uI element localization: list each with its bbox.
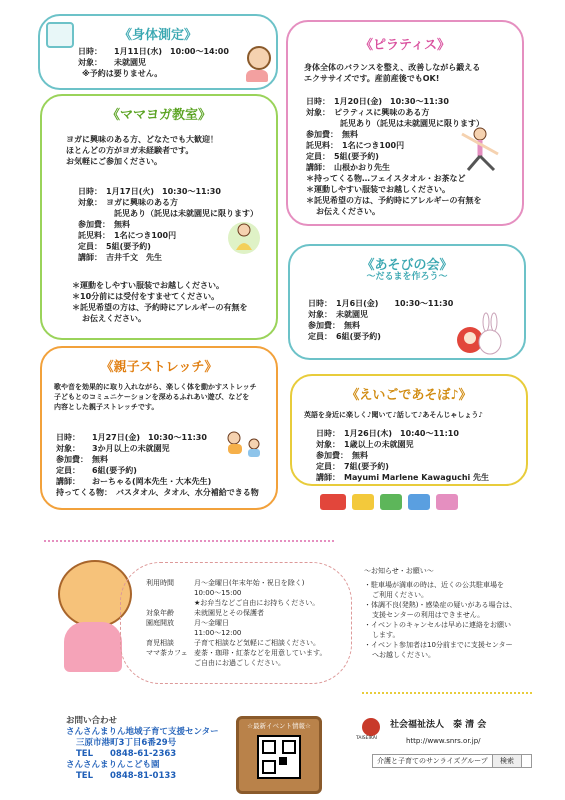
daruma-rabbit-illustration [456,312,506,356]
notice-4: ・イベント参加者は10分前までに支援センター [364,641,513,649]
mama-yoga-note-3: ＊託児希望の方は、予約時にアレルギーの有無を [72,303,248,312]
pilates-childcare-fee: 託児料： 1名につき100円 [306,141,405,150]
eigo-date: 日時： 1月26日(木) 10:40～11:10 [316,429,459,438]
corp-name: 社会福祉法人 泰 清 会 [390,720,487,730]
sokutei-date: 1月11日(水) 10:00～14:00 [114,47,229,56]
mama-yoga-note-1: ＊運動をしやすい服装でお越しください。 [72,281,224,290]
oyako-title: 《親子ストレッチ》 [100,360,218,375]
contact-tel-1: TEL 0848-61-2363 [76,749,177,759]
pilates-intro-2: エクササイズです。産前産後でもOK! [304,74,440,83]
eigo-intro: 英語を身近に楽しく♪聞いて♪話して♪あそんじゃしょう♪ [304,411,483,419]
info-consult-key: 育児相談 [146,639,174,647]
mama-yoga-target: 対象： ヨガに興味のある方 [78,198,178,207]
asobi-capacity: 定員： 6組(要予約) [308,332,381,341]
corp-logo [362,718,380,736]
eigo-title: 《えいごであそぼ♪》 [346,388,472,403]
oyako-capacity: 定員： 6組(要予約) [56,466,137,475]
oyako-intro-3: 内容とした親子ストレッチです。 [54,403,159,411]
info-age-key: 対象年齢 [146,609,174,617]
contact-org-2: さんさんまりんこども園 [66,760,160,770]
info-hours-note: ★お弁当などご自由にお持ちください。 [194,599,320,607]
mama-yoga-capacity: 定員： 5組(要予約) [78,242,151,251]
pilates-note-1: ＊運動しやすい服装でお越しください。 [306,185,450,194]
animal-garland-decoration [362,692,532,704]
eigo-teacher: 講師： Mayumi Marlene Kawaguchi 先生 [316,473,490,482]
event-info-board [236,716,322,794]
asobi-subtitle: ～だるまを作ろう～ [366,272,448,282]
info-cafe-note: ご自由にお過ごしください。 [194,659,285,667]
info-garden-time: 11:00～12:00 [194,629,242,637]
oyako-bring: 持ってくる物： バスタオル、タオル、水分補給できる物 [56,488,259,497]
pilates-fee: 参加費： 無料 [306,130,358,139]
oyako-teacher: 講師： おーちゃる(岡本先生・大本先生) [56,477,212,486]
sokutei-note: ※予約は要りません。 [82,69,163,78]
sokutei-target: 未就園児 [114,58,146,67]
eigo-box [290,374,528,486]
info-hours: 月～金曜日(年末年始・祝日を除く) [194,579,305,587]
eigo-target: 対象： 1歳以上の未就園児 [316,440,414,449]
pilates-target: 対象： ピラティスに興味のある方 [306,108,430,117]
mama-yoga-box [40,94,278,340]
contact-org: さんさんまりん地域子育て支援センター [66,727,219,737]
eigo-capacity: 定員： 7組(要予約) [316,462,389,471]
corp-logo-text: TAISEIKAI [356,736,378,741]
flower-garland-decoration [44,540,334,550]
pilates-teacher: 講師： 山根かおり先生 [306,163,390,172]
mama-yoga-childcare-fee: 託児料： 1名につき100円 [78,231,177,240]
pilates-note-3: お伝えください。 [316,207,380,216]
pilates-date: 日時： 1月20日(金) 10:30～11:30 [306,97,449,106]
notice-2: ・体調不良(発熱)・感染症の疑いがある場合は、 [364,601,517,609]
contact-address: 三原市港町3丁目6番29号 [76,738,177,748]
notice-title: ～お知らせ・お願い～ [364,567,434,575]
event-info-label: ☆最新イベント情報☆ [247,722,311,730]
oyako-fee: 参加費： 無料 [56,455,108,464]
contact-tel-2: TEL 0848-81-0133 [76,771,177,781]
asobi-date: 日時： 1月6日(金) 10:30～11:30 [308,299,454,308]
info-consult: 子育て相談など気軽にご相談ください。 [194,639,320,647]
girl-illustration [244,46,270,80]
oyako-intro-1: 歌や音を効果的に取り入れながら、楽しく体を動かすストレッチ [54,383,257,391]
mama-yoga-fee: 参加費： 無料 [78,220,130,229]
info-garden-key: 園庭開放 [146,619,174,627]
sokutei-date-key: 日時： [78,47,102,56]
pilates-intro-1: 身体全体のバランスを整え、改善しながら鍛える [304,63,481,72]
pilates-intro [304,62,480,84]
asobi-title: 《あそびの会》 [361,258,453,273]
contact-block [66,716,219,782]
info-garden: 月～金曜日 [194,619,229,627]
corp-url[interactable]: http://www.snrs.or.jp/ [406,737,481,745]
mama-yoga-date: 日時： 1月17日(火) 10:30～11:30 [78,187,221,196]
mama-yoga-intro [66,134,218,167]
toy-train-illustration [320,494,470,514]
mama-yoga-notes [72,280,247,324]
pilates-box [286,20,524,226]
asobi-target: 対象： 未就園児 [308,310,368,319]
oyako-intro [54,382,257,412]
info-age: 未就園児とその保護者 [194,609,264,617]
scale-illustration [46,22,74,48]
notice-1b: ご利用ください。 [372,591,428,599]
sokutei-target-key: 対象： [78,58,102,67]
info-hours-key: 利用時間 [146,579,174,587]
pilates-care: 託児あり（託児は未就園児に限ります） [340,119,484,128]
parent-child-illustration [222,430,266,462]
notice-3: ・イベントのキャンセルは早めに連絡をお願い [364,621,511,629]
oyako-box [40,346,278,510]
eigo-details [316,428,489,483]
oyako-intro-2: 子どもとのコミュニケーションを深めるふれあい遊び、などを [54,393,250,401]
mama-yoga-note-2: ＊10分前には受付をすませてください。 [72,292,220,301]
notice-3b: します。 [372,631,400,639]
oyako-target: 対象： 3か月以上の未就園児 [56,444,170,453]
pilates-pose-illustration [456,126,504,172]
mama-yoga-intro-2: ほとんどの方がヨガ未経験者です。 [66,146,194,155]
asobi-details [308,298,453,342]
sokutei-title: 《身体測定》 [118,28,197,43]
notice-4b: へお越しください。 [372,651,435,659]
contact-label: お問い合わせ [66,716,118,726]
info-cafe: 麦茶・珈琲・紅茶などを用意しています。 [194,649,327,657]
pilates-note-2: ＊託児希望の方は、予約時にアレルギーの有無を [306,196,482,205]
oyako-date: 日時： 1月27日(金) 10:30～11:30 [56,433,207,442]
qr-code[interactable] [257,735,301,779]
search-button[interactable]: 検索 [492,754,522,768]
notice-2b: 支援センターの利用はできません。 [372,611,485,619]
notice-block [364,566,516,660]
notice-1: ・駐車場が満車の時は、近くの公共駐車場を [364,581,504,589]
yoga-pose-illustration [226,220,262,258]
mama-yoga-care: 託児あり（託児は未就園児に限ります） [114,209,258,218]
pilates-bring: ＊持ってくる物…フェイスタオル・お茶など [306,174,466,183]
sokutei-box [38,14,278,90]
info-cafe-key: ママ茶カフェ [146,649,188,657]
mama-yoga-intro-3: お気軽にご参加ください。 [66,157,162,166]
pilates-capacity: 定員： 5組(要予約) [306,152,379,161]
mama-yoga-intro-1: ヨガに興味のある方、どなたでも大歓迎！ [66,135,218,144]
pilates-title: 《ピラティス》 [360,38,450,53]
asobi-fee: 参加費： 無料 [308,321,360,330]
info-hours-time: 10:00～15:00 [194,589,242,597]
info-table [146,578,326,668]
eigo-fee: 参加費： 無料 [316,451,368,460]
sokutei-details [78,46,229,79]
mama-yoga-note-4: お伝えください。 [82,314,146,323]
mama-yoga-teacher: 講師： 吉井千文 先生 [78,253,162,262]
group-search-text: 介護と子育てのサンライズグループ [377,757,488,765]
mama-yoga-title: 《ママヨガ教室》 [106,108,211,123]
